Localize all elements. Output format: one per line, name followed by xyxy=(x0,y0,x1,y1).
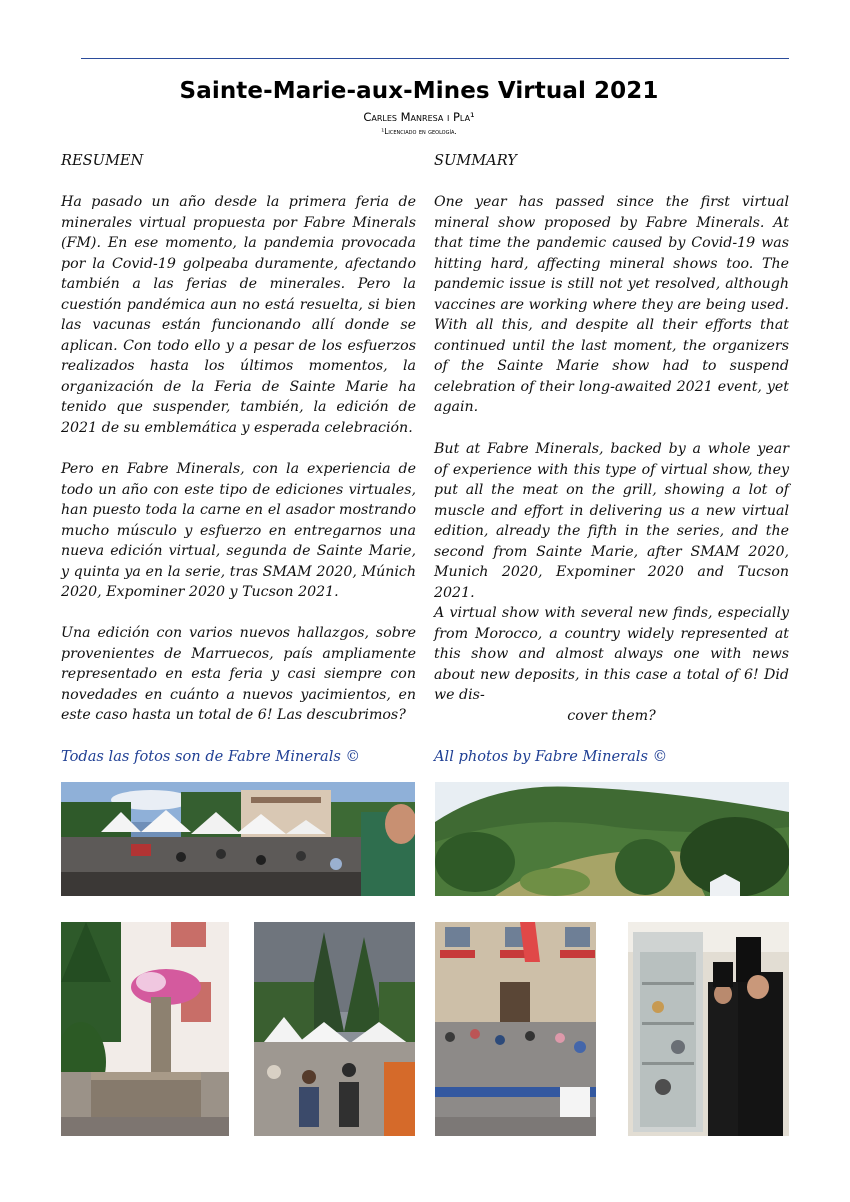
photo-credit-es: Todas las fotos son de Fabre Minerals © xyxy=(61,748,361,765)
photo-tents-panorama xyxy=(61,782,415,896)
summary-paragraph-3-end: cover them? xyxy=(567,707,656,724)
summary-heading: SUMMARY xyxy=(434,152,517,169)
affiliation-note: ¹Licenciado en geología. xyxy=(381,127,457,136)
header-rule xyxy=(81,58,789,59)
summary-paragraph-1: One year has passed since the first virtual mineral show proposed by Fabre Minerals. At that time the pandemic caused by Covid-19 was hitting hard, affecting mineral shows too. The pandemic issue is still not yet resolved, although vaccines are working where they are being used. With all this, and despite all their efforts that continued until the last moment, the organizers of the Sainte Marie show had to suspend celebration of their long-awaited 2021 event, yet again. xyxy=(434,194,789,415)
photo-trees-tents xyxy=(254,922,415,1136)
photo-credit-en: All photos by Fabre Minerals © xyxy=(434,748,668,765)
photo-miners-showcase xyxy=(628,922,789,1136)
resumen-paragraph-1: Ha pasado un año desde la primera feria de minerales virtual propuesta por Fabre Minerals (FM). En ese momento, la pandemia provocada por la Covid-19 golpeaba duramente, afectando también a las ferias de minerales. Pero la cuestión pandémica aun no está resuelta, si bien las vacunas están funcionando allí donde se aplican. Con todo ello y a pesar de los esfuerzos realizados hasta los últimos momentos, la organización de la Feria de Sainte Marie ha tenido que suspender, también, la edición de 2021 de su emblemática y esperada celebración. xyxy=(61,194,416,436)
article-title: Sainte-Marie-aux-Mines Virtual 2021 xyxy=(179,78,659,104)
resumen-paragraph-3: Una edición con varios nuevos hallazgos, sobre provenientes de Marruecos, país ampliamente representado en esta feria y casi siempre con novedades en cuánto a nuevos yacimientos, en este caso hasta un total de 6! Las descubrimos? xyxy=(61,625,416,723)
summary-paragraph-2: But at Fabre Minerals, backed by a whole year of experience with this type of virtual show, they put all the meat on the grill, showing a lot of muscle and effort in delivering us a new virtual edition, already the fifth in the series, and the second from Sainte Marie, after SMAM 2020, Munich 2020, Expominer 2020 and Tucson 2021. xyxy=(434,441,789,601)
photo-flower-fountain xyxy=(61,922,229,1136)
resumen-heading: RESUMEN xyxy=(61,152,144,169)
photo-forest-hill xyxy=(435,782,789,896)
resumen-paragraph-2: Pero en Fabre Minerals, con la experiencia de todo un año con este tipo de ediciones virtuales, han puesto toda la carne en el asador mostrando mucho músculo y esfuerzo en entregarnos una nueva edición virtual, segunda de Sainte Marie, y quinta ya en la serie, tras SMAM 2020, Múnich 2020, Expominer 2020 y Tucson 2021. xyxy=(61,461,416,600)
author-line: Carles Manresa i Pla¹ xyxy=(363,110,475,124)
photo-townhall-crowd xyxy=(435,922,596,1136)
summary-paragraph-3: A virtual show with several new finds, especially from Morocco, a country widely represented at this show and almost always one with news about new deposits, in this case a total of 6! Did we dis- cover them? xyxy=(434,603,789,726)
